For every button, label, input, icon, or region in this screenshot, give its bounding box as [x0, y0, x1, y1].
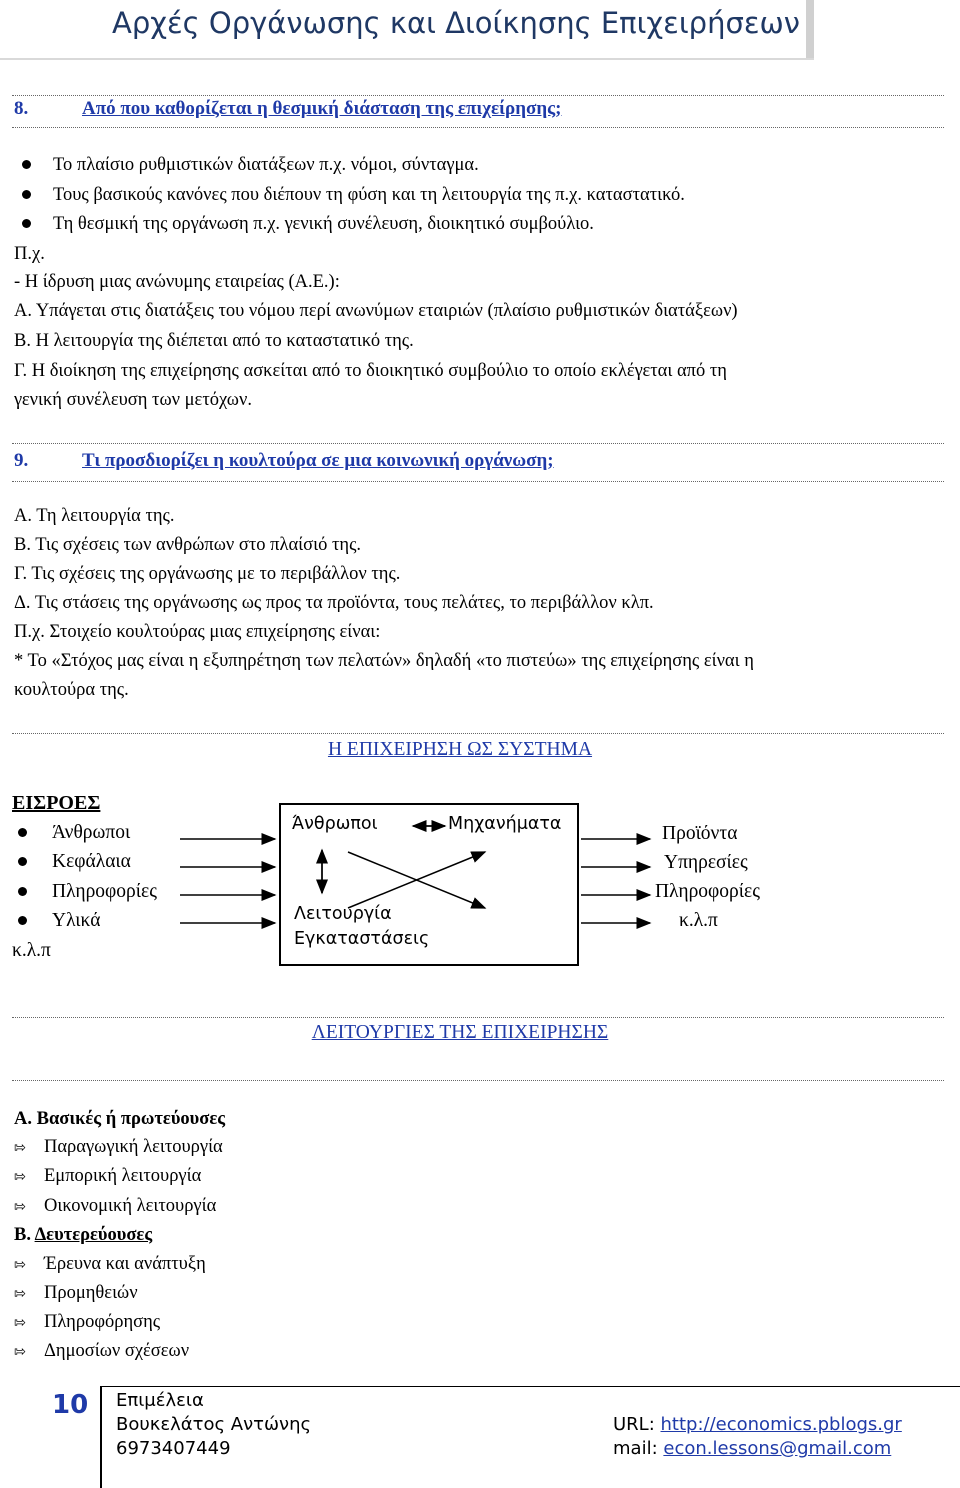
url-label: URL: [613, 1414, 655, 1435]
pointing-arrow-icon: ⇰ [14, 1315, 26, 1331]
list-item: ⇰ Οικονομική λειτουργία [14, 1196, 217, 1216]
box-facilities: Εγκαταστάσεις [294, 929, 430, 949]
box-operation: Λειτουργία [294, 904, 392, 924]
output-item: Υπηρεσίες [664, 852, 748, 873]
text-line: Α. Υπάγεται στις διατάξεις του νόμου περί ανωνύμων εταιριών (πλαίσιο ρυθμιστικών διατάξεων) [14, 301, 738, 321]
pointing-arrow-icon: ⇰ [14, 1286, 26, 1302]
footer-url-row [613, 1414, 902, 1435]
list-item: ⇰ Προμηθειών [14, 1283, 138, 1303]
text-line: Β. Τις σχέσεις των ανθρώπων στο πλαίσιό της. [14, 535, 362, 555]
footer-divider [100, 1386, 102, 1488]
text-line: Β. Η λειτουργία της διέπεται από το καταστατικό της. [14, 331, 414, 351]
text-line: Γ. Η διοίκηση της επιχείρησης ασκείται από το διοικητικό συμβούλιο το οποίο εκλέγεται από τη [14, 361, 727, 381]
footer-author: Βουκελάτος Αντώνης [116, 1414, 312, 1435]
input-item: Υλικά [14, 910, 100, 932]
question-number: 9. [14, 450, 29, 471]
primary-functions-heading: Α. Βασικές ή πρωτεύουσες [14, 1109, 226, 1129]
text-line: κουλτούρα της. [14, 680, 129, 700]
url-link[interactable]: http://economics.pblogs.gr [660, 1414, 902, 1435]
text-line: Π.χ. [14, 244, 45, 264]
output-item: κ.λ.π [679, 910, 718, 931]
box-people: Άνθρωποι [292, 814, 378, 834]
question-text: Από που καθορίζεται η θεσμική διάσταση της επιχείρησης; [82, 98, 562, 119]
list-item: Τους βασικούς κανόνες που διέπουν τη φύση και τη λειτουργία της π.χ. καταστατικό. [14, 184, 685, 206]
output-item: Πληροφορίες [655, 881, 760, 902]
list-item: ⇰ Δημοσίων σχέσεων [14, 1341, 190, 1361]
pointing-arrow-icon: ⇰ [14, 1199, 26, 1215]
input-item: Κεφάλαια [14, 851, 131, 873]
section-title: Η ΕΠΙΧΕΙΡΗΣΗ ΩΣ ΣΥΣΤΗΜΑ [327, 739, 593, 760]
question-text: Τι προσδιορίζει η κουλτούρα σε μια κοινωνική οργάνωση; [82, 450, 554, 471]
list-item: Το πλαίσιο ρυθμιστικών διατάξεων π.χ. νόμοι, σύνταγμα. [14, 154, 479, 176]
mail-label: mail: [613, 1438, 658, 1459]
output-item: Προϊόντα [662, 823, 738, 844]
footer-phone: 6973407449 [116, 1438, 231, 1459]
list-item: ⇰ Έρευνα και ανάπτυξη [14, 1254, 206, 1274]
pointing-arrow-icon: ⇰ [14, 1257, 26, 1273]
list-item: ⇰ Εμπορική λειτουργία [14, 1166, 202, 1186]
mail-link[interactable]: econ.lessons@gmail.com [663, 1438, 892, 1459]
inputs-etc: κ.λ.π [12, 940, 51, 961]
question-number: 8. [14, 98, 29, 119]
text-line: Α. Τη λειτουργία της. [14, 506, 175, 526]
text-line: γενική συνέλευση των μετόχων. [14, 390, 252, 410]
list-item: Τη θεσμική της οργάνωση π.χ. γενική συνέλευση, διοικητικό συμβούλιο. [14, 213, 594, 235]
dotted-rule [12, 1017, 944, 1018]
pointing-arrow-icon: ⇰ [14, 1169, 26, 1185]
box-machines: Μηχανήματα [448, 814, 562, 834]
footer-edited-label: Επιμέλεια [116, 1390, 204, 1411]
text-line: Γ. Τις σχέσεις της οργάνωσης με το περιβάλλον της. [14, 564, 401, 584]
list-item: ⇰ Πληροφόρησης [14, 1312, 161, 1332]
secondary-functions-heading: Β. Δευτερεύουσες [14, 1225, 153, 1245]
page-number: 10 [52, 1390, 89, 1420]
inputs-title: ΕΙΣΡΟΕΣ [12, 792, 101, 814]
page-header-title: Αρχές Οργάνωσης και Διοίκησης Επιχειρήσεων [112, 6, 800, 40]
footer-mail-row [613, 1438, 891, 1459]
dotted-rule [12, 1080, 944, 1081]
text-line: - Η ίδρυση μιας ανώνυμης εταιρείας (Α.Ε.): [14, 272, 340, 292]
list-item: ⇰ Παραγωγική λειτουργία [14, 1137, 223, 1157]
text-line: Δ. Τις στάσεις της οργάνωσης ως προς τα προϊόντα, τους πελάτες, το περιβάλλον κλπ. [14, 593, 654, 613]
text-line: Π.χ. Στοιχείο κουλτούρας μιας επιχείρησης είναι: [14, 622, 381, 642]
text-line: * Το «Στόχος μας είναι η εξυπηρέτηση των πελατών» δηλαδή «το πιστεύω» της επιχείρησης είναι η [14, 651, 754, 671]
footer-rule [100, 1386, 960, 1387]
pointing-arrow-icon: ⇰ [14, 1140, 26, 1156]
input-item: Άνθρωποι [14, 822, 130, 844]
input-item: Πληροφορίες [14, 881, 157, 903]
section-title: ΛΕΙΤΟΥΡΓΙΕΣ ΤΗΣ ΕΠΙΧΕΙΡΗΣΗΣ [311, 1022, 609, 1043]
pointing-arrow-icon: ⇰ [14, 1344, 26, 1360]
